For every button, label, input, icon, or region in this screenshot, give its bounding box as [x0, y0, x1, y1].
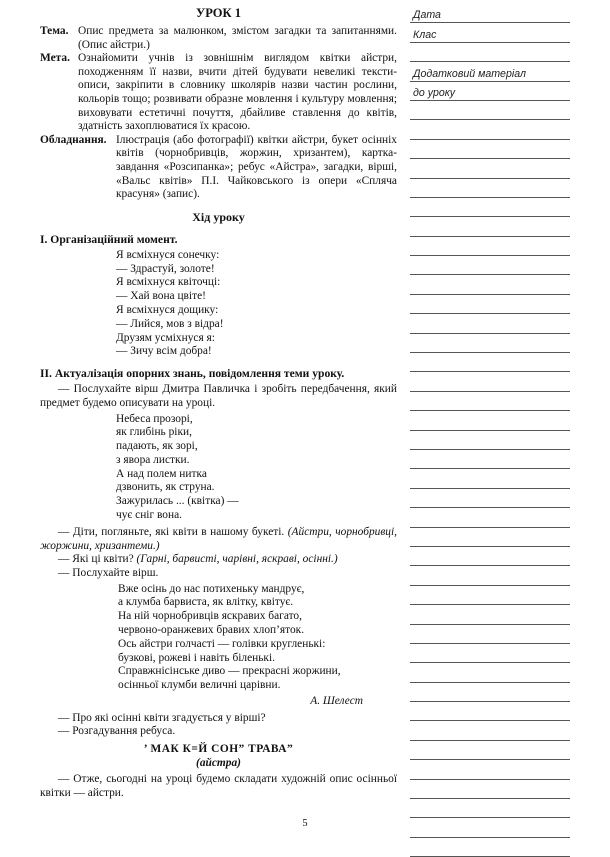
notes-sidebar: [410, 4, 570, 857]
notes-line: [410, 23, 570, 42]
poem-line: а клумба барвиста, як влітку, квітує.: [118, 596, 294, 609]
notes-line: [410, 586, 570, 605]
flowers-answer: (Гарні, барвисті, чарівні, яскраві, осінні.): [136, 553, 338, 566]
notes-line: [410, 353, 570, 372]
meta-label: Мета.: [40, 52, 70, 65]
poem-line: з явора листки.: [116, 453, 190, 466]
notes-label: до уроку: [413, 86, 456, 99]
poem-line: А над полем нитка: [116, 467, 207, 480]
notes-label: Додатковий матеріал: [413, 67, 526, 80]
poem-line: дзвонить, як струна.: [116, 481, 215, 494]
poem-line: Зажурилась ... (квітка) —: [116, 495, 239, 508]
poem-line: червоно-оранжевих бравих хлоп’яток.: [118, 624, 305, 637]
notes-line: [410, 372, 570, 391]
bouquet-paragraph: [40, 526, 397, 553]
notes-line: [410, 159, 570, 178]
greeting-poem: [116, 249, 397, 359]
notes-line: [410, 489, 570, 508]
notes-line: [410, 4, 570, 23]
poem-line: — Здрастуй, золоте!: [116, 262, 215, 275]
poem-line: Друзям усміхнуся я:: [116, 331, 215, 344]
equipment-label: Обладнання.: [40, 133, 107, 146]
notes-line: [410, 625, 570, 644]
tema-section: [40, 25, 397, 52]
notes-line: [410, 605, 570, 624]
notes-line: [410, 62, 570, 81]
rebus-intro-line: — Розгадування ребуса.: [58, 725, 176, 738]
notes-label: Клас: [413, 28, 437, 41]
page-number: 5: [302, 818, 308, 829]
notes-line: [410, 237, 570, 256]
notes-line: [410, 43, 570, 62]
section-1-heading: I. Організаційний момент.: [40, 232, 178, 246]
notes-line: [410, 256, 570, 275]
tema-label: Тема.: [40, 25, 69, 37]
poem-line: чує сніг вона.: [116, 509, 182, 522]
notes-line: [410, 179, 570, 198]
notes-label: Дата: [413, 9, 441, 22]
poem-line: Вже осінь до нас потихеньку мандрує,: [118, 582, 305, 595]
meta-text: Ознайомити учнів із зовнішнім виглядом квітки айстри, походженням її назви, вчити дітей будувати невеликі тексти-описи, закріпити в словнику школярів назви частин рослини, кольорів тощо; розвивати образне мовлення і культуру мовлення; виховувати естетичні почуття, дбайливе ставлення до квітів, здатність захоплюватися їх красою.: [78, 52, 397, 133]
notes-line: [410, 528, 570, 547]
notes-line: [410, 644, 570, 663]
notes-line: [410, 411, 570, 430]
notes-line: [410, 275, 570, 294]
notes-line: [410, 760, 570, 779]
notes-line: [410, 392, 570, 411]
notes-line: [410, 721, 570, 740]
notes-line: [410, 140, 570, 159]
notes-line: [410, 566, 570, 585]
tema-text: Опис предмета за малюнком, змістом загадки та запитаннями. (Опис айстри.): [78, 25, 397, 51]
notes-line: [410, 663, 570, 682]
notes-line: [410, 780, 570, 799]
intro-paragraph: — Послухайте вірш Дмитра Павличка і зробіть передбачення, який предмет будемо описувати на уроці.: [40, 383, 397, 409]
notes-line: [410, 702, 570, 721]
lesson-title: УРОК 1: [196, 6, 241, 20]
notes-line: [410, 508, 570, 527]
poem-line: Я всміхнуся сонечку:: [116, 248, 220, 261]
section-2-heading: II. Актуалізація опорних знань, повідомлення теми уроку.: [40, 367, 345, 381]
poem-line: — Хай вона цвіте!: [116, 290, 206, 303]
notes-line: [410, 469, 570, 488]
notes-line: [410, 120, 570, 139]
meta-section: [40, 52, 397, 134]
poem-line: Я всміхнуся квіточці:: [116, 276, 221, 289]
notes-line: [410, 741, 570, 760]
bouquet-answer: (Айстри, чорнобривці, жоржини, хризантеми.): [40, 525, 398, 552]
rebus-answer: (айстра): [196, 757, 241, 770]
notes-line: [410, 547, 570, 566]
notes-line: [410, 334, 570, 353]
pavlychko-poem: [116, 413, 397, 523]
notes-line: [410, 450, 570, 469]
flowers-question-line: [40, 553, 397, 567]
notes-line: [410, 82, 570, 101]
notes-line: [410, 217, 570, 236]
notes-line: [410, 431, 570, 450]
listen-poem-line: — Послухайте вірш.: [58, 566, 159, 579]
poem-line: Небеса прозорі,: [116, 412, 193, 425]
flowers-question: — Які ці квіти?: [58, 553, 137, 566]
poem-line: — Зичу всім добра!: [116, 345, 212, 358]
notes-line: [410, 314, 570, 333]
poem-line: Справжнісінське диво — прекрасні жоржини,: [118, 665, 341, 678]
question-line: — Про які осінні квіти згадується у вірші?: [58, 711, 266, 724]
bouquet-question: — Діти, погляньте, які квіти в нашому букеті.: [58, 525, 288, 538]
lesson-content: [40, 6, 397, 801]
notes-line: [410, 198, 570, 217]
rebus: ’ МАК К=Й СОН” ТРАВА”: [143, 743, 294, 756]
poem-line: Ось айстри голчасті — голівки кругленькі:: [118, 637, 326, 650]
equipment-text: Ілюстрація (або фотографії) квітки айстри, букет осінніх квітів (чорнобривців, жоржин, хризантем), картка-завдання «Розсипанка»; ребус «Айстра», загадки, вірші, «Вальс квітів» П.І. Чайковського із опери «Спляча красуня» (запис).: [116, 133, 397, 201]
lesson-flow-heading: Хід уроку: [192, 209, 245, 224]
poem-line: Я всміхнуся дощику:: [116, 303, 219, 316]
poem-line: як глибінь ріки,: [116, 426, 192, 439]
poem-line: На ній чорнобривців яскравих багато,: [118, 610, 302, 623]
poem-line: падають, як зорі,: [116, 440, 198, 453]
notes-line: [410, 799, 570, 818]
notes-line: [410, 838, 570, 857]
poem-author: А. Шелест: [310, 695, 363, 708]
equipment-section: [40, 134, 397, 202]
notes-line: [410, 683, 570, 702]
shelest-poem: [118, 583, 397, 693]
poem-line: бузкові, рожеві і навіть біленькі.: [118, 651, 275, 664]
conclusion-paragraph: — Отже, сьогодні на уроці будемо складати художній опис осінньої квітки — айстри.: [40, 773, 397, 799]
notes-line: [410, 295, 570, 314]
poem-line: осінньої клумби величні царівни.: [118, 679, 281, 692]
notes-line: [410, 101, 570, 120]
poem-line: — Лийся, мов з відра!: [116, 317, 224, 330]
